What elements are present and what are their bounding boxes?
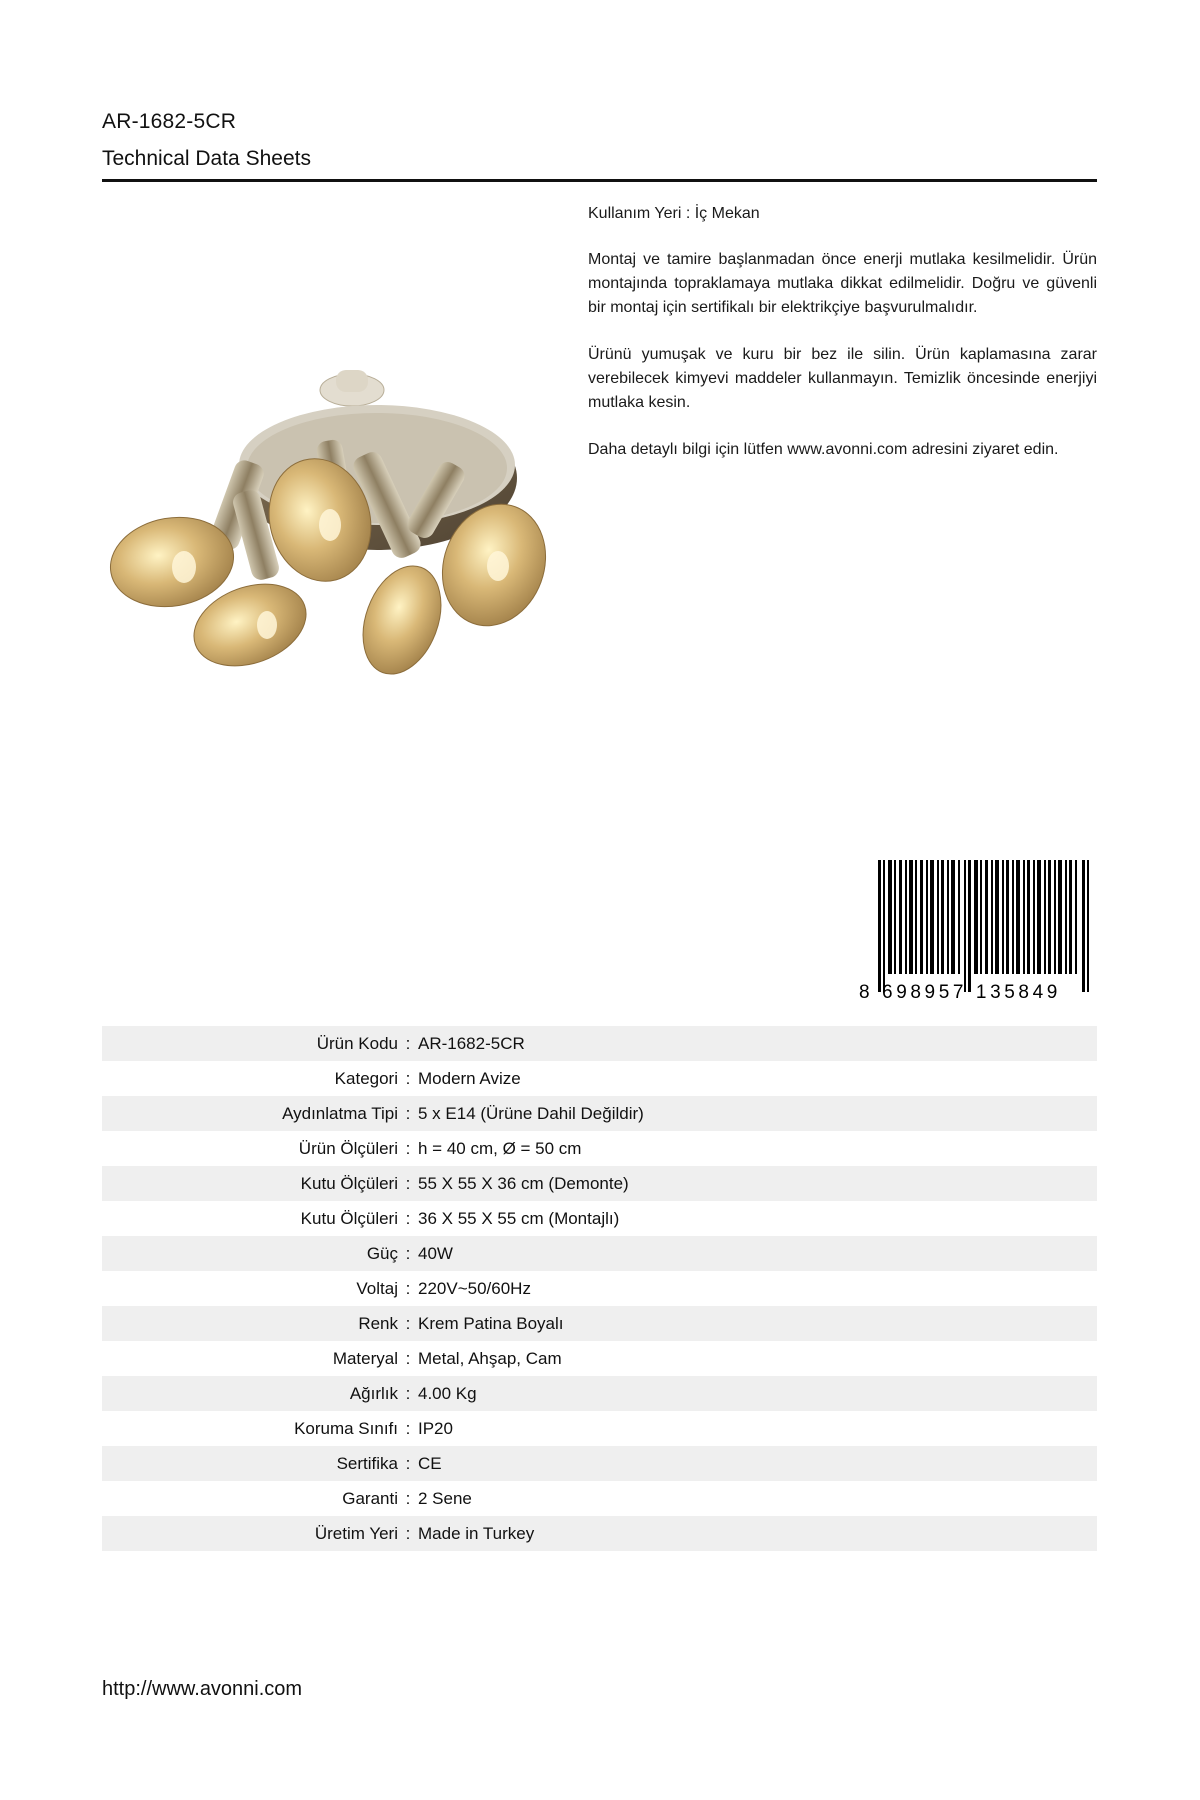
cleaning-instructions: Ürünü yumuşak ve kuru bir bez ile silin. Ürün kaplamasına zarar verebilecek kimyevi maddeler kullanmayın. Temizlik öncesinde enerjiyi mutlaka kesin. [588, 346, 1097, 411]
barcode-digits: 8 698957 135849 [859, 982, 1061, 1002]
footer-url[interactable]: http://www.avonni.com [102, 1678, 303, 1700]
spec-row [102, 1236, 1097, 1271]
spec-value: 220V~50/60Hz [418, 1278, 531, 1298]
spec-label: Ürün Ölçüleri [298, 1138, 398, 1158]
more-info-note: Daha detaylı bilgi için lütfen www.avonni.com adresini ziyaret edin. [588, 441, 1059, 458]
spec-label: Ürün Kodu [316, 1033, 398, 1053]
product-code-title: AR-1682-5CR [102, 110, 237, 133]
spec-separator: : [405, 1418, 411, 1438]
spec-value: 2 Sene [418, 1488, 472, 1508]
spec-separator: : [405, 1383, 411, 1403]
product-image [102, 220, 562, 720]
spec-label: Materyal [332, 1348, 398, 1368]
spec-row [102, 1446, 1097, 1481]
usage-info [588, 202, 1097, 485]
spec-value: IP20 [418, 1418, 453, 1438]
spec-separator: : [405, 1453, 411, 1473]
spec-value: 36 X 55 X 55 cm (Montajlı) [418, 1208, 620, 1228]
spec-separator: : [405, 1103, 411, 1123]
spec-separator: : [405, 1173, 411, 1193]
spec-label: Koruma Sınıfı [294, 1418, 398, 1438]
spec-label: Garanti [342, 1488, 398, 1508]
spec-row [102, 1306, 1097, 1341]
spec-separator: : [405, 1033, 411, 1053]
installation-warning: Montaj ve tamire başlanmadan önce enerji mutlaka kesilmelidir. Ürün montajında topraklamaya mutlaka dikkat edilmelidir. Doğru ve güvenli bir montaj için sertifikalı bir elektrikçiye başvurulmalıdır. [588, 251, 1097, 316]
spec-separator: : [405, 1243, 411, 1263]
spec-row [102, 1341, 1097, 1376]
spec-row [102, 1201, 1097, 1236]
document-subtitle: Technical Data Sheets [102, 147, 311, 170]
spec-label: Renk [358, 1313, 398, 1333]
spec-row [102, 1131, 1097, 1166]
spec-value: Krem Patina Boyalı [418, 1313, 564, 1333]
barcode-bars [878, 860, 1089, 992]
spec-row [102, 1481, 1097, 1516]
spec-value: CE [418, 1453, 442, 1473]
spec-row [102, 1516, 1097, 1551]
spec-label: Kutu Ölçüleri [300, 1208, 398, 1228]
spec-row [102, 1026, 1097, 1061]
spec-label: Kutu Ölçüleri [300, 1173, 398, 1193]
spec-label: Ağırlık [349, 1383, 398, 1403]
spec-separator: : [405, 1278, 411, 1298]
header-divider [102, 179, 1097, 182]
barcode [856, 860, 1096, 1002]
spec-label: Üretim Yeri [314, 1523, 398, 1543]
spec-row [102, 1411, 1097, 1446]
spec-separator: : [405, 1313, 411, 1333]
spec-separator: : [405, 1348, 411, 1368]
spec-label: Güç [366, 1243, 398, 1263]
spec-value: 40W [418, 1243, 453, 1263]
spec-value: h = 40 cm, Ø = 50 cm [418, 1138, 582, 1158]
spec-row [102, 1096, 1097, 1131]
spec-separator: : [405, 1138, 411, 1158]
spec-value: Modern Avize [418, 1068, 521, 1088]
spec-row [102, 1271, 1097, 1306]
spec-separator: : [405, 1068, 411, 1088]
spec-label: Sertifika [336, 1453, 398, 1473]
spec-value: 55 X 55 X 36 cm (Demonte) [418, 1173, 629, 1193]
spec-label: Voltaj [356, 1278, 398, 1298]
spec-value: Metal, Ahşap, Cam [418, 1348, 562, 1368]
spec-label: Kategori [334, 1068, 398, 1088]
spec-separator: : [405, 1523, 411, 1543]
spec-separator: : [405, 1208, 411, 1228]
spec-value: AR-1682-5CR [418, 1033, 525, 1053]
spec-value: 4.00 Kg [418, 1383, 477, 1403]
spec-table [102, 1026, 1097, 1551]
spec-separator: : [405, 1488, 411, 1508]
spec-row [102, 1376, 1097, 1411]
spec-label: Aydınlatma Tipi [282, 1103, 398, 1123]
spec-value: Made in Turkey [418, 1523, 535, 1543]
spec-value: 5 x E14 (Ürüne Dahil Değildir) [418, 1103, 644, 1123]
usage-location: Kullanım Yeri : İç Mekan [588, 205, 760, 222]
spec-row [102, 1166, 1097, 1201]
spec-row [102, 1061, 1097, 1096]
